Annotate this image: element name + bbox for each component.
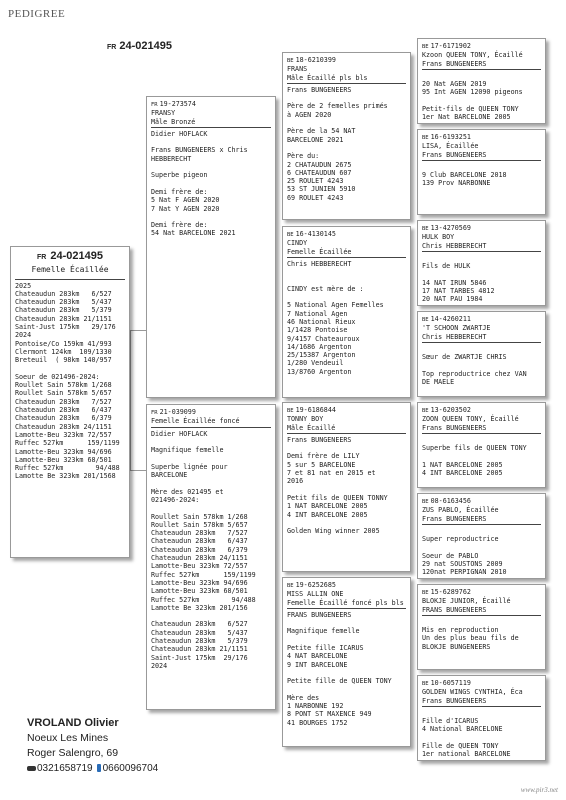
- info-line: Pontoise/Co 159km 41/993: [15, 339, 112, 348]
- ds-country: BE: [287, 408, 294, 414]
- info-line: 4 NAT BARCELONE: [287, 652, 348, 661]
- owner-street: Roger Salengro, 69: [27, 747, 119, 759]
- info-line: [422, 527, 541, 535]
- info-line: [287, 276, 406, 284]
- info-line: 120nat PERPIGNAN 2010: [422, 568, 507, 577]
- ds-sex: Mâle Écaillé: [287, 424, 406, 434]
- gg-breeder: Frans BUNGENEERS: [422, 151, 541, 161]
- info-line: 9 INT BARCELONE: [287, 660, 348, 669]
- dam-ring: [151, 408, 196, 416]
- info-line: 7 National Agen: [287, 309, 348, 318]
- info-line: 2024: [151, 661, 168, 670]
- connector: [130, 330, 146, 331]
- info-line: Roullet Sain 578km 1/268: [151, 512, 248, 521]
- info-line: 4 INT BARCELONE 2005: [422, 469, 503, 478]
- dd-sex: Femelle Écaillé foncé pls bls: [287, 599, 406, 609]
- mobile-icon: [97, 764, 101, 772]
- info-line: Chateaudun 283km 5/379: [15, 306, 112, 315]
- info-line: Magnifique femelle: [151, 446, 224, 455]
- info-line: Superbe pigeon: [151, 171, 208, 180]
- info-line: Un des plus beau fils de: [422, 634, 519, 643]
- info-line: 20 Nat AGEN 2019: [422, 80, 487, 89]
- info-line: Père de la 54 NAT: [287, 127, 356, 136]
- sd-lines: [287, 268, 406, 376]
- ss-ring: [287, 56, 336, 64]
- info-line: Ruffec 527km 94/488: [15, 464, 120, 473]
- info-line: [422, 163, 541, 171]
- info-line: 1/1428 Pontoise: [287, 326, 348, 335]
- info-line: [287, 686, 406, 694]
- gg-ring: [422, 133, 471, 141]
- gg-name: Kzoon QUEEN TONY, Écaillé: [422, 51, 523, 60]
- info-line: Saint-Just 175km 29/176: [15, 323, 116, 332]
- info-line: 9/4157 Chateauroux: [287, 334, 360, 343]
- gg-country: BE: [422, 499, 429, 505]
- info-line: BLOKJE BUNGENEERS: [422, 642, 491, 651]
- info-line: [422, 97, 541, 105]
- info-line: 20 NAT PAU 1984: [422, 295, 483, 304]
- info-line: Chateaudun 283km 24/1151: [151, 554, 248, 563]
- phone-icon: [27, 766, 36, 771]
- gg-country: BE: [422, 408, 429, 414]
- info-line: Super reproductrice: [422, 535, 499, 544]
- info-line: Chateaudun 283km 7/527: [151, 529, 248, 538]
- info-line: 2024: [15, 331, 32, 340]
- info-line: Magnifique femelle: [287, 627, 360, 636]
- info-line: Père du:: [287, 152, 320, 161]
- ds-breeder: Frans BUNGENEERS: [287, 435, 352, 444]
- great-grandparent-card: [417, 584, 546, 670]
- info-line: 1 NARBONNE 192: [287, 702, 344, 711]
- info-line: Chateaudun 283km 21/1151: [15, 314, 112, 323]
- info-line: CINDY est mère de :: [287, 284, 364, 293]
- info-line: 54 Nat BARCELONE 2021: [151, 229, 236, 238]
- sire-breeder: Didier HOFLACK: [151, 129, 208, 138]
- gg-country: BE: [422, 226, 429, 232]
- great-grandparent-card: [417, 220, 546, 306]
- subject-ring-number: 24-021495: [50, 250, 103, 262]
- info-line: Superbe fils de QUEEN TONY: [422, 444, 527, 453]
- info-line: Superbe lignée pour: [151, 462, 228, 471]
- info-line: [422, 436, 541, 444]
- gg-ring-number: 15-6289762: [430, 588, 471, 596]
- info-line: 1 NAT BARCELONE 2005: [422, 460, 503, 469]
- info-line: [151, 504, 271, 512]
- info-line: Ruffec 527km 159/1199: [15, 439, 120, 448]
- info-line: [287, 519, 406, 527]
- dam-sex: Femelle Écaillée foncé: [151, 417, 271, 427]
- info-line: Golden Wing winner 2005: [287, 527, 380, 536]
- info-line: Roullet Sain 578km 1/268: [15, 381, 112, 390]
- sire-card: [146, 96, 276, 398]
- info-line: 4 INT BARCELONE 2005: [287, 510, 368, 519]
- sd-name: CINDY: [287, 239, 308, 248]
- info-line: [422, 72, 541, 80]
- info-line: Chateaudun 283km 5/437: [15, 298, 112, 307]
- gg-ring-number: 13-6203502: [430, 406, 471, 414]
- gg-breeder: Chris HEBBERECHT: [422, 333, 541, 343]
- info-line: 139 Prov NARBONNE: [422, 179, 491, 188]
- info-line: DE MAELE: [422, 378, 455, 387]
- info-line: 6 CHATEAUDUN 607: [287, 168, 352, 177]
- owner-phone: 0321658719: [37, 763, 93, 774]
- great-grandparent-card: [417, 311, 546, 397]
- info-line: 1 NAT BARCELONE 2005: [287, 502, 368, 511]
- info-line: Demi frère de:: [151, 221, 208, 230]
- info-line: [422, 543, 541, 551]
- info-line: Ruffec 527km 94/488: [151, 595, 256, 604]
- info-line: Mis en reproduction: [422, 626, 499, 635]
- info-line: 46 National Rieux: [287, 317, 356, 326]
- info-line: [422, 361, 541, 369]
- dd-ring-number: 19-6252685: [295, 581, 336, 589]
- info-line: 2025: [15, 281, 32, 290]
- granddam-maternal-card: [282, 577, 411, 747]
- sd-sex: Femelle Écaillée: [287, 248, 406, 258]
- gg-name: GOLDEN WINGS CYNTHIA, Éca: [422, 688, 523, 697]
- info-line: Chateaudun 283km 21/1151: [151, 645, 248, 654]
- info-line: Lamotte-Beu 323km 94/696: [151, 578, 248, 587]
- info-line: 25 ROULET 4243: [287, 177, 344, 186]
- info-line: 2016: [287, 477, 304, 486]
- info-line: 9 Club BARCELONE 2018: [422, 171, 507, 180]
- info-line: [287, 619, 406, 627]
- info-line: Mère des 021495 et: [151, 487, 224, 496]
- sd-ring: [287, 230, 336, 238]
- info-line: 7 Nat Y AGEN 2020: [151, 204, 220, 213]
- sd-ring-number: 16-4130145: [295, 230, 336, 238]
- info-line: [422, 734, 541, 742]
- gg-ring: [422, 42, 471, 50]
- gg-country: BE: [422, 681, 429, 687]
- gg-ring: [422, 679, 471, 687]
- top-ring: 24-021495: [119, 40, 172, 52]
- info-line: [15, 365, 125, 373]
- dam-breeder: Didier HOFLACK: [151, 429, 208, 438]
- info-line: [287, 444, 406, 452]
- owner-name: VROLAND Olivier: [27, 717, 119, 729]
- subject-card: [10, 246, 130, 558]
- info-line: 5 Nat F AGEN 2020: [151, 196, 220, 205]
- ss-name: FRANS: [287, 65, 308, 74]
- info-line: BARCELONE: [151, 471, 188, 480]
- info-line: 29 nat SOUSTONS 2009: [422, 560, 503, 569]
- gg-name: BLOKJE JUNIOR, Écaillé: [422, 597, 511, 606]
- ds-ring-number: 19-6186844: [295, 406, 336, 414]
- info-line: Chateaudun 283km 6/527: [15, 289, 112, 298]
- info-line: [287, 144, 406, 152]
- gg-breeder: Frans BUNGENEERS: [422, 697, 541, 707]
- info-line: Demi frère de LILY: [287, 452, 360, 461]
- granddam-paternal-card: [282, 226, 411, 398]
- gg-name: HULK BOY: [422, 233, 455, 242]
- subject-lines: [15, 282, 125, 481]
- ss-lines: [287, 94, 406, 202]
- info-line: Chateaudun 283km 7/527: [15, 397, 112, 406]
- info-line: [151, 163, 271, 171]
- info-line: Top reproductrice chez VAN: [422, 369, 527, 378]
- info-line: Chateaudun 283km 24/1151: [15, 422, 112, 431]
- gg-name: 'T SCHOON ZWARTJE: [422, 324, 491, 333]
- dd-country: BE: [287, 583, 294, 589]
- info-line: Frans BUNGENEERS x Chris: [151, 146, 248, 155]
- dd-lines: [287, 619, 406, 727]
- info-line: Père de 2 femelles primés: [287, 102, 388, 111]
- great-grandparent-card: [417, 675, 546, 761]
- ds-lines: [287, 444, 406, 535]
- subject-country: FR: [37, 254, 47, 261]
- info-line: Lamotte-Beu 323km 72/557: [15, 430, 112, 439]
- info-line: [422, 618, 541, 626]
- gg-country: BE: [422, 135, 429, 141]
- top-country: FR: [107, 44, 117, 51]
- great-grandparent-card: [417, 402, 546, 488]
- ss-sex: Mâle Écaillé pls bls: [287, 74, 406, 84]
- info-line: 41 BOURGES 1752: [287, 718, 348, 727]
- info-line: Fille d'ICARUS: [422, 717, 479, 726]
- info-line: Lamotte-Beu 323km 72/557: [151, 562, 248, 571]
- info-line: Lamotte-Beu 323km 68/501: [151, 587, 248, 596]
- info-line: Petit-fils de QUEEN TONY: [422, 105, 519, 114]
- sire-ring-number: 19-273574: [159, 100, 196, 108]
- info-line: Chateaudun 283km 6/437: [15, 406, 112, 415]
- info-line: 53 ST JUNIEN 5910: [287, 185, 356, 194]
- info-line: [422, 254, 541, 262]
- gg-ring: [422, 315, 471, 323]
- gg-ring-number: 08-6163456: [430, 497, 471, 505]
- info-line: Chateaudun 283km 6/437: [151, 537, 248, 546]
- info-line: HEBBERECHT: [151, 154, 192, 163]
- info-line: Ruffec 527km 159/1199: [151, 570, 256, 579]
- info-line: 5 National Agen Femelles: [287, 301, 384, 310]
- info-line: [422, 452, 541, 460]
- sire-sex: Mâle Bronzé: [151, 118, 271, 128]
- gg-name: LISA, Écaillée: [422, 142, 479, 151]
- grandsire-paternal-card: [282, 52, 411, 220]
- page-header: PEDIGREE: [8, 8, 66, 20]
- gg-ring-number: 10-6057119: [430, 679, 471, 687]
- info-line: Breteuil ( 98km 140/957: [15, 356, 112, 365]
- info-line: Petite fille de QUEEN TONY: [287, 677, 392, 686]
- info-line: Petit fils de QUEEN TONNY: [287, 493, 388, 502]
- connector: [130, 330, 131, 470]
- gg-ring: [422, 497, 471, 505]
- info-line: 1er national BARCELONE: [422, 750, 511, 759]
- info-line: BARCELONE 2021: [287, 135, 344, 144]
- owner-block: [27, 716, 158, 776]
- info-line: 7 et 81 nat en 2015 et: [287, 469, 376, 478]
- gg-country: BE: [422, 317, 429, 323]
- info-line: 4 National BARCELONE: [422, 725, 503, 734]
- top-ring-title: [107, 40, 172, 52]
- info-line: [151, 454, 271, 462]
- info-line: Saint-Just 175km 29/176: [151, 653, 248, 662]
- info-line: Fils de HULK: [422, 262, 471, 271]
- gg-breeder: Frans BUNGENEERS: [422, 424, 541, 434]
- info-line: [287, 486, 406, 494]
- dd-name: MISS ALLIN ONE: [287, 590, 344, 599]
- dam-country: FR: [151, 410, 158, 416]
- gg-breeder: FRANS BUNGENEERS: [422, 606, 541, 616]
- info-line: Chateaudun 283km 6/379: [151, 545, 248, 554]
- info-line: Chateaudun 283km 5/437: [151, 628, 248, 637]
- info-line: 14/1686 Argenton: [287, 342, 352, 351]
- gg-breeder: Chris HEBBERECHT: [422, 242, 541, 252]
- gg-ring-number: 17-6171902: [430, 42, 471, 50]
- sire-ring: [151, 100, 196, 108]
- dam-lines: [151, 438, 271, 670]
- info-line: Soeur de PABLO: [422, 551, 479, 560]
- info-line: Soeur de 021496-2024:: [15, 372, 100, 381]
- info-line: 13/8760 Argenton: [287, 367, 352, 376]
- gg-name: ZUS PABLO, Écaillée: [422, 506, 499, 515]
- gg-breeder: Frans BUNGENEERS: [422, 60, 541, 70]
- owner-city: Noeux Les Mines: [27, 732, 109, 744]
- gg-ring: [422, 406, 471, 414]
- info-line: [151, 479, 271, 487]
- info-line: [422, 270, 541, 278]
- gg-ring-number: 16-6193251: [430, 133, 471, 141]
- sire-name: FRANSY: [151, 109, 176, 118]
- info-line: 25/15387 Argenton: [287, 351, 356, 360]
- info-line: Lamotte-Beu 323km 94/696: [15, 447, 112, 456]
- dam-card: [146, 404, 276, 710]
- gg-country: BE: [422, 44, 429, 50]
- info-line: [287, 669, 406, 677]
- info-line: Chateaudun 283km 6/527: [151, 620, 248, 629]
- info-line: [287, 94, 406, 102]
- info-line: Chateaudun 283km 6/379: [15, 414, 112, 423]
- ds-ring: [287, 406, 336, 414]
- gg-ring: [422, 588, 471, 596]
- gg-breeder: Frans BUNGENEERS: [422, 515, 541, 525]
- info-line: 8 PONT ST MAXENCE 949: [287, 710, 372, 719]
- info-line: Lamotte Be 323km 201/156: [151, 603, 248, 612]
- info-line: Lamotte Be 323km 201/1568: [15, 472, 116, 481]
- info-line: à AGEN 2020: [287, 110, 332, 119]
- great-grandparent-card: [417, 129, 546, 215]
- info-line: 14 NAT IRUN 5846: [422, 278, 487, 287]
- info-line: [151, 612, 271, 620]
- info-line: 021496-2024:: [151, 495, 200, 504]
- info-line: [422, 709, 541, 717]
- gg-ring-number: 13-4270569: [430, 224, 471, 232]
- gg-ring: [422, 224, 471, 232]
- info-line: Mère des: [287, 693, 320, 702]
- grandsire-maternal-card: [282, 402, 411, 572]
- info-line: [151, 213, 271, 221]
- info-line: [151, 438, 271, 446]
- info-line: Lamotte-Beu 323km 68/501: [15, 455, 112, 464]
- info-line: Roullet Sain 578km 5/657: [15, 389, 112, 398]
- subject-color: Femelle Écaillée: [15, 262, 125, 279]
- info-line: Petite fille ICARUS: [287, 644, 364, 653]
- info-line: Demi frère de:: [151, 187, 208, 196]
- sd-country: BE: [287, 232, 294, 238]
- great-grandparent-card: [417, 38, 546, 124]
- footer-site: www.pir3.net: [520, 786, 558, 794]
- ds-name: TONNY BOY: [287, 415, 324, 424]
- info-line: 2 CHATAUDUN 2675: [287, 160, 352, 169]
- info-line: Sœur de ZWARTJE CHRIS: [422, 353, 507, 362]
- gg-country: BE: [422, 590, 429, 596]
- info-line: [422, 345, 541, 353]
- info-line: 17 NAT TARBES 4812: [422, 287, 495, 296]
- info-line: [287, 636, 406, 644]
- sire-lines: [151, 138, 271, 238]
- info-line: [287, 119, 406, 127]
- info-line: [287, 268, 406, 276]
- info-line: 5 sur 5 BARCELONE: [287, 460, 356, 469]
- great-grandparent-card: [417, 493, 546, 579]
- sire-country: FR: [151, 102, 158, 108]
- dd-ring: [287, 581, 336, 589]
- connector: [130, 470, 146, 471]
- info-line: [151, 138, 271, 146]
- info-line: Clermont 124km 109/1330: [15, 347, 112, 356]
- info-line: 1er Nat BARCELONE 2005: [422, 113, 511, 122]
- info-line: Fille de QUEEN TONY: [422, 742, 499, 751]
- owner-phones: [27, 761, 158, 776]
- gg-name: ZOON QUEEN TONY, Écaillé: [422, 415, 519, 424]
- info-line: 95 Int AGEN 12090 pigeons: [422, 88, 523, 97]
- sd-breeder: Chris HEBBERECHT: [287, 259, 352, 268]
- info-line: 69 ROULET 4243: [287, 193, 344, 202]
- info-line: [287, 293, 406, 301]
- gg-ring-number: 14-4260211: [430, 315, 471, 323]
- info-line: Roullet Sain 578km 5/657: [151, 520, 248, 529]
- dam-ring-number: 21-039099: [159, 408, 196, 416]
- info-line: Chateaudun 283km 5/379: [151, 637, 248, 646]
- info-line: [151, 180, 271, 188]
- subject-ring: [15, 252, 125, 262]
- dd-breeder: FRANS BUNGENEERS: [287, 610, 352, 619]
- ss-breeder: Frans BUNGENEERS: [287, 85, 352, 94]
- ss-ring-number: 18-6210399: [295, 56, 336, 64]
- owner-mobile: 0660096704: [102, 763, 159, 774]
- info-line: 1/280 Vendeuil: [287, 359, 344, 368]
- ss-country: BE: [287, 58, 294, 64]
